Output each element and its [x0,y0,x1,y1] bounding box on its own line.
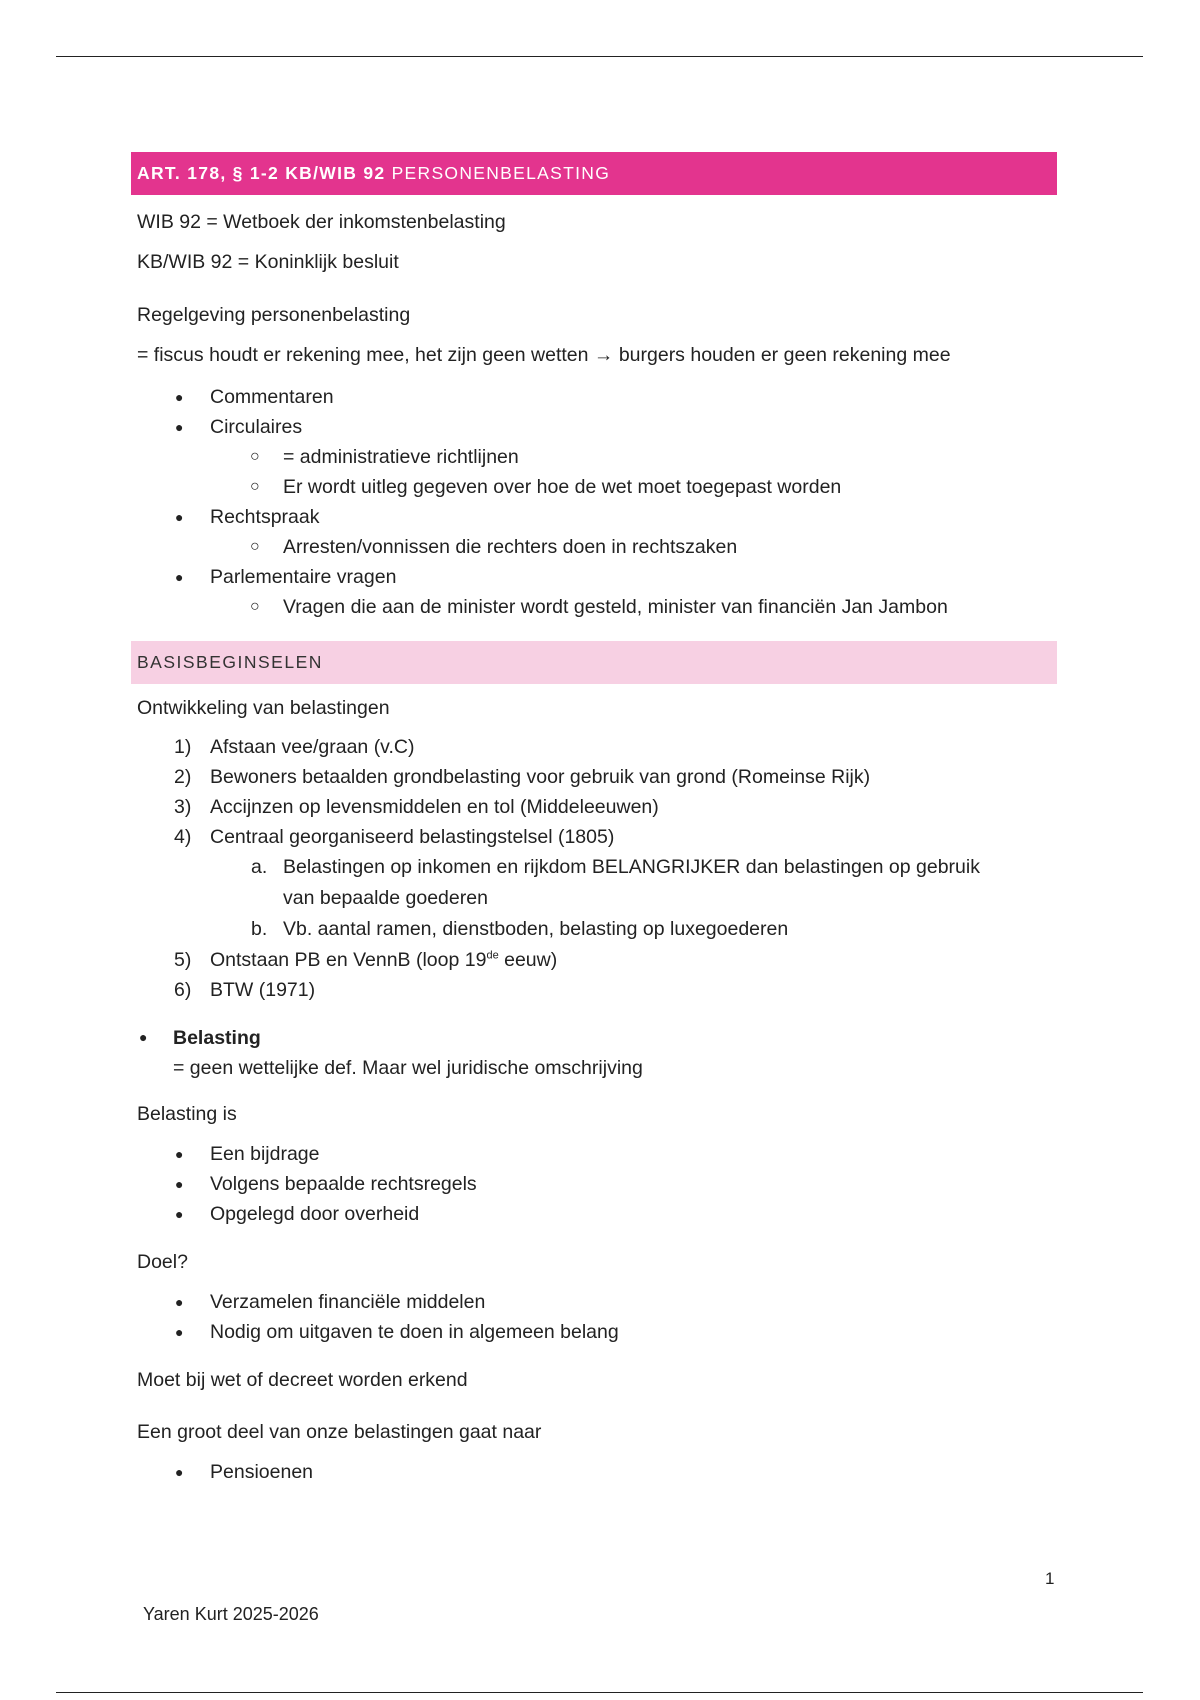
bullet-icon: ● [175,1324,184,1340]
numbered-item: 3) Accijnzen op levensmiddelen en tol (Middeleeuwen) [174,796,659,818]
bullet-icon: ● [139,1029,148,1045]
wet-text: Moet bij wet of decreet worden erkend [137,1369,468,1391]
belasting-is-heading: Belasting is [137,1103,237,1125]
regelgeving-desc: = fiscus houdt er rekening mee, het zijn geen wetten → burgers houden er geen rekening mee [137,344,951,366]
document-body [137,152,1063,1487]
top-rule [56,56,1143,57]
bottom-rule [56,1692,1143,1693]
numbered-item: 6) BTW (1971) [174,979,316,1001]
doel-list [137,1287,1063,1347]
banner-title-bold: ART. 178, § 1-2 KB/WIB 92 [137,163,386,183]
belasting-is-list [137,1139,1063,1229]
doel-heading: Doel? [137,1251,188,1273]
bullet-icon: ● [175,1206,184,1222]
list-item: ● Een bijdrage [137,1139,1063,1169]
numbered-item: 2) Bewoners betaalden grondbelasting voor gebruik van grond (Romeinse Rijk) [174,766,871,788]
def-wib: WIB 92 = Wetboek der inkomstenbelasting [137,211,506,233]
bullet-icon: ● [175,509,184,525]
list-item: ● Volgens bepaalde rechtsregels [137,1169,1063,1199]
numbered-item: 1) Afstaan vee/graan (v.C) [174,736,415,758]
numbered-item: 5) Ontstaan PB en VennB (loop 19de eeuw) [174,949,558,971]
bullet-icon: ● [175,1464,184,1480]
page-number: 1 [1045,1569,1055,1588]
ontwikkeling-list [137,732,1063,1005]
bullet-icon: ● [175,1146,184,1162]
regelgeving-heading: Regelgeving personenbelasting [137,304,411,326]
bullet-icon: ● [175,419,184,435]
bullet-icon: ● [175,1294,184,1310]
belasting-def: = geen wettelijke def. Maar wel juridische omschrijving [173,1057,643,1079]
sub-list-item: ○ = administratieve richtlijnen [137,442,1063,472]
bullet-icon: ● [175,1176,184,1192]
list-item: ● Nodig om uitgaven te doen in algemeen belang [137,1317,1063,1347]
bullet-icon: ● [175,389,184,405]
lettered-item: b. Vb. aantal ramen, dienstboden, belasting op luxegoederen [251,918,789,940]
sub-list-item: ○ Vragen die aan de minister wordt gesteld, minister van financiën Jan Jambon [137,592,1063,622]
numbered-item: 4) Centraal georganiseerd belastingstelsel (1805) [174,826,615,848]
list-item: ● Rechtspraak [137,502,1063,532]
belasting-label: Belasting [173,1027,261,1049]
circle-bullet-icon: ○ [250,448,260,465]
section-banner-basisbeginselen: BASISBEGINSELEN [131,641,1057,684]
footer-author: Yaren Kurt 2025-2026 [143,1604,319,1624]
bullet-icon: ● [175,569,184,585]
list-item: ● Opgelegd door overheid [137,1199,1063,1229]
list-item: ● Pensioenen [137,1457,1063,1487]
lettered-item: a. Belastingen op inkomen en rijkdom BELANGRIJKER dan belastingen op gebruik van bepaalde goederen [251,856,980,909]
belasting-block [137,1025,1063,1081]
regelgeving-list [137,382,1063,622]
list-item: ● Circulaires [137,412,1063,442]
circle-bullet-icon: ○ [250,538,260,555]
list-item: ● Commentaren [137,382,1063,412]
sub-list-item: ○ Arresten/vonnissen die rechters doen in rechtszaken [137,532,1063,562]
def-kb: KB/WIB 92 = Koninklijk besluit [137,251,399,273]
sub-list-item: ○ Er wordt uitleg gegeven over hoe de wet moet toegepast worden [137,472,1063,502]
groot-deel-heading: Een groot deel van onze belastingen gaat naar [137,1421,542,1443]
list-item: ● Verzamelen financiële middelen [137,1287,1063,1317]
groot-deel-list [137,1457,1063,1487]
circle-bullet-icon: ○ [250,478,260,495]
section-banner-personenbelasting [131,152,1057,195]
banner-title-rest: PERSONENBELASTING [385,163,611,183]
circle-bullet-icon: ○ [250,598,260,615]
ontwikkeling-heading: Ontwikkeling van belastingen [137,697,390,719]
list-item: ● Parlementaire vragen [137,562,1063,592]
